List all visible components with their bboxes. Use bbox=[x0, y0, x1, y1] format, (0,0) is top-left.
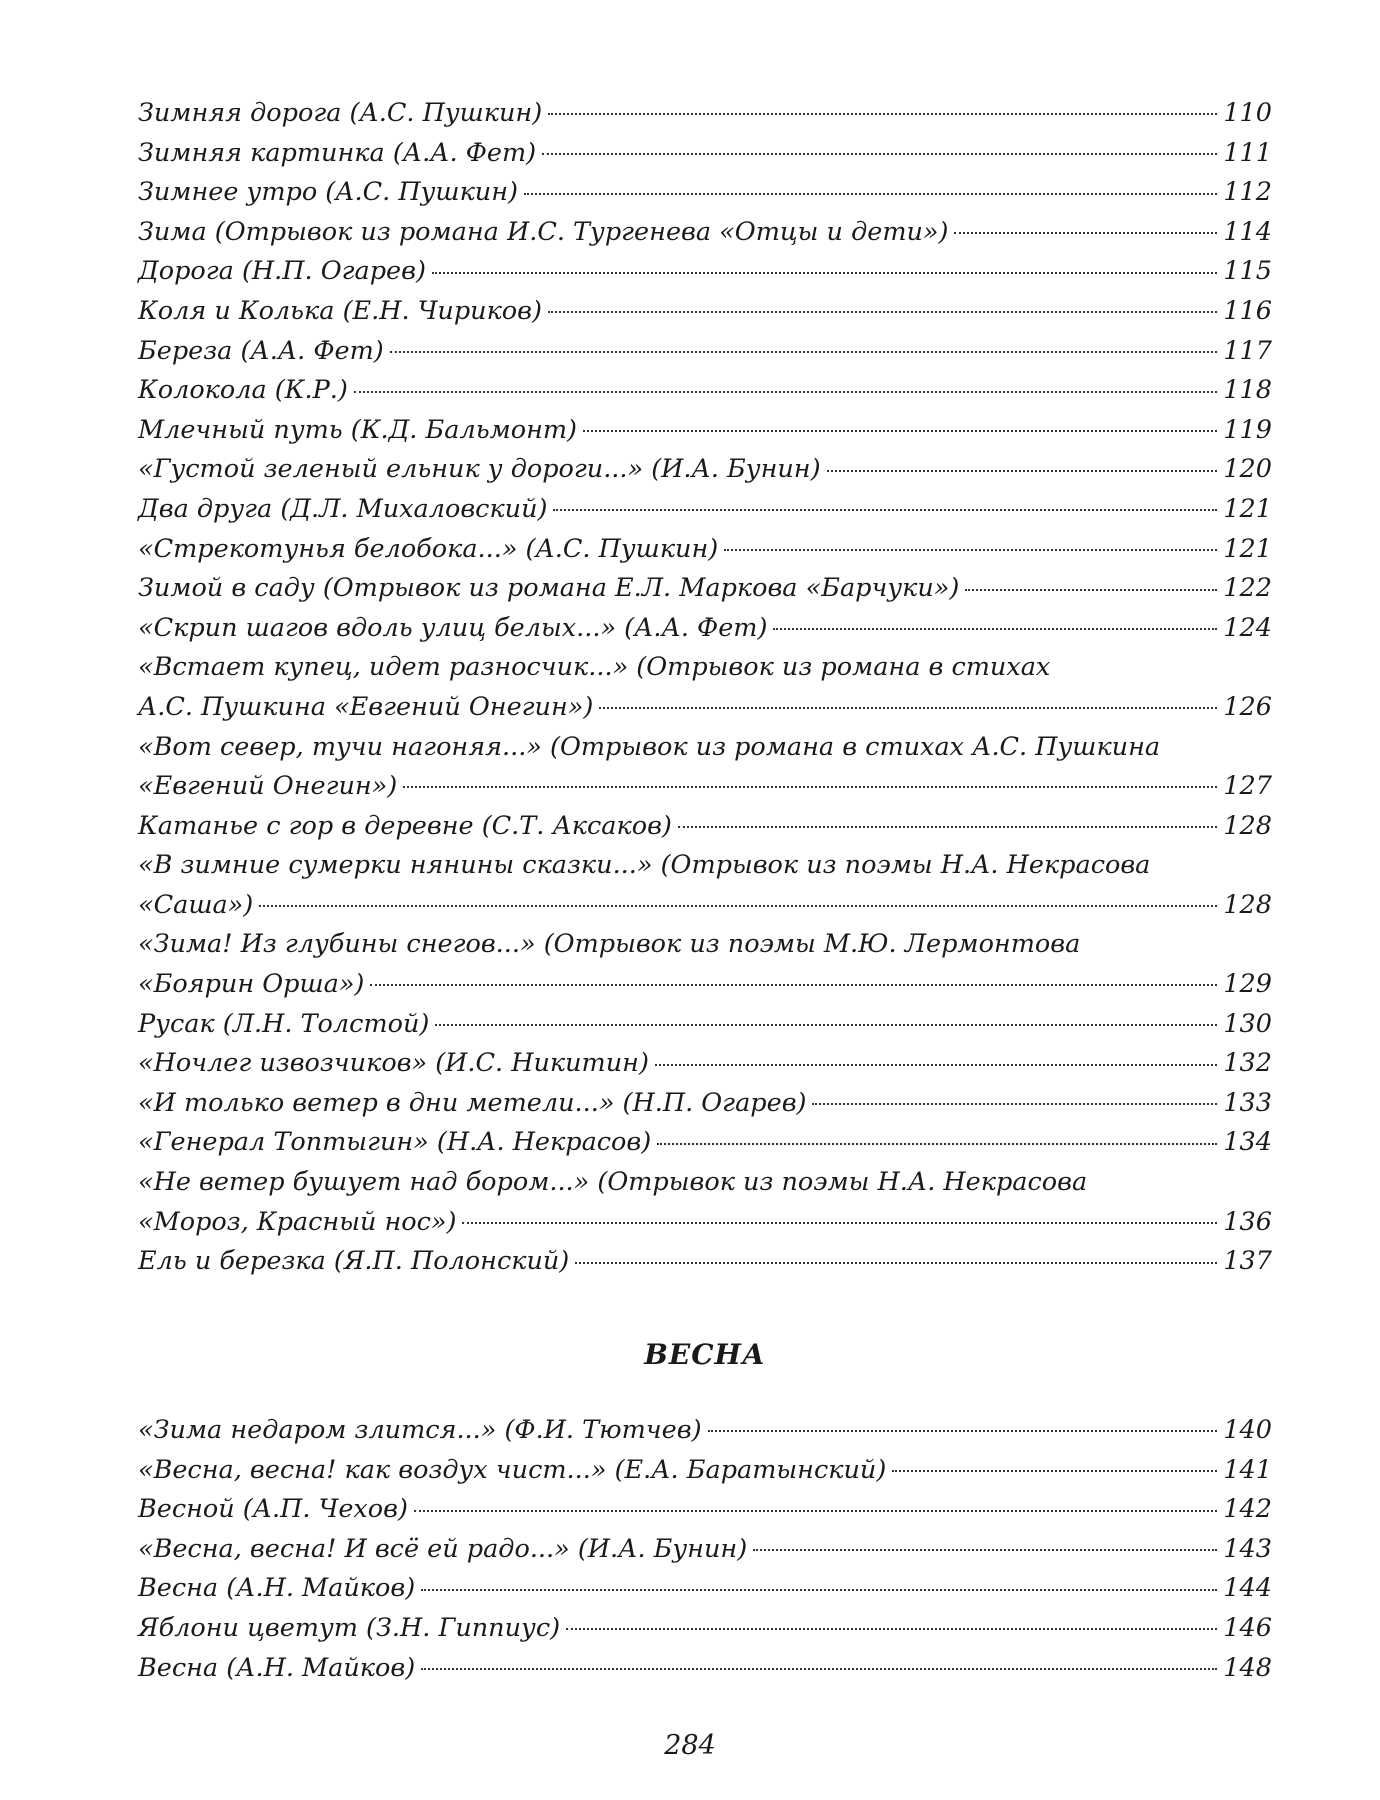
toc-entry bbox=[138, 490, 1272, 530]
toc-entry-page-number: 117 bbox=[1223, 335, 1272, 366]
dot-leader bbox=[553, 491, 1217, 517]
toc-entry-page-number: 130 bbox=[1223, 1008, 1272, 1039]
toc-entry-page-number: 129 bbox=[1223, 969, 1272, 1000]
toc-entry-page-number: 124 bbox=[1223, 612, 1272, 643]
toc-entry bbox=[138, 609, 1272, 649]
toc-entry-title: «Генерал Топтыгин» (Н.А. Некрасов) bbox=[138, 1127, 652, 1158]
dot-leader bbox=[954, 214, 1217, 240]
toc-entry-page-number: 114 bbox=[1223, 216, 1272, 247]
toc-entry bbox=[138, 1084, 1272, 1124]
toc-entry-title: «Зима недаром злится...» (Ф.И. Тютчев) bbox=[138, 1415, 702, 1445]
dot-leader bbox=[965, 571, 1217, 597]
toc-entry bbox=[138, 371, 1272, 411]
dot-leader bbox=[583, 412, 1217, 438]
toc-entry bbox=[138, 846, 1272, 925]
toc-entry-row bbox=[138, 490, 1272, 530]
dot-leader bbox=[657, 1125, 1217, 1151]
dot-leader bbox=[753, 1531, 1217, 1557]
toc-entry-page-number: 116 bbox=[1223, 295, 1272, 326]
toc-entry-row bbox=[138, 1123, 1272, 1163]
toc-entry-title: Катанье с гор в деревне (С.Т. Аксаков) bbox=[138, 810, 672, 841]
toc-entry-page-number: 115 bbox=[1223, 256, 1272, 287]
toc-list bbox=[138, 94, 1272, 1282]
dot-leader bbox=[548, 96, 1217, 122]
toc-entry-page-number: 148 bbox=[1223, 1652, 1272, 1683]
toc-entry-title: «Весна, весна! И всё ей радо...» (И.А. Бунин) bbox=[138, 1533, 748, 1564]
toc-entry-title: Дорога (Н.П. Огарев) bbox=[138, 256, 426, 287]
toc-entry-title-line: «Встает купец, идет разносчик...» (Отрывок из романа в стихах bbox=[138, 652, 1051, 683]
toc-entry-title: «И только ветер в дни метели...» (Н.П. Огарев) bbox=[138, 1087, 807, 1118]
toc-entry bbox=[138, 213, 1272, 253]
toc-entry bbox=[138, 1530, 1272, 1570]
toc-entry-row bbox=[138, 1005, 1272, 1045]
dot-leader bbox=[678, 808, 1217, 834]
dot-leader bbox=[403, 769, 1217, 795]
dot-leader bbox=[370, 967, 1217, 993]
toc-entry-title-line: «Не ветер бушует над бором...» (Отрывок из поэмы Н.А. Некрасова bbox=[138, 1167, 1088, 1198]
toc-entry-page-number: 132 bbox=[1223, 1048, 1272, 1079]
toc-entry bbox=[138, 134, 1272, 174]
toc-entry-page-number: 146 bbox=[1223, 1612, 1272, 1643]
toc-entry-row bbox=[138, 252, 1272, 292]
toc-entry-title: «Мороз, Красный нос») bbox=[138, 1206, 457, 1237]
toc-entry-row bbox=[138, 173, 1272, 213]
toc-entry-row bbox=[138, 530, 1272, 570]
toc-entry bbox=[138, 332, 1272, 372]
dot-leader bbox=[354, 373, 1218, 399]
dot-leader bbox=[655, 1046, 1217, 1072]
toc-entry-row bbox=[138, 411, 1272, 451]
toc-entry-page-number: 118 bbox=[1223, 375, 1272, 406]
toc-entry-page-number: 111 bbox=[1223, 137, 1272, 168]
toc-entry-row bbox=[138, 1411, 1272, 1451]
toc-entry-title: Ель и березка (Я.П. Полонский) bbox=[138, 1246, 570, 1277]
toc-entry-title: «Густой зеленый ельник у дороги...» (И.А. Бунин) bbox=[138, 454, 821, 485]
dot-leader bbox=[524, 175, 1217, 201]
toc-entry-page-number: 121 bbox=[1223, 533, 1272, 564]
toc-entry-page-number: 137 bbox=[1223, 1246, 1272, 1277]
toc-entry-row bbox=[138, 1242, 1272, 1282]
toc-entry bbox=[138, 728, 1272, 807]
dot-leader bbox=[773, 610, 1217, 636]
toc-entry-row bbox=[138, 1569, 1272, 1609]
dot-leader bbox=[435, 1006, 1217, 1032]
toc-entry-row bbox=[138, 1649, 1272, 1689]
dot-leader bbox=[575, 1244, 1217, 1270]
toc-entry-page-number: 120 bbox=[1223, 454, 1272, 485]
toc-entry-page-number: 143 bbox=[1223, 1533, 1272, 1564]
toc-entry-page-number: 140 bbox=[1223, 1415, 1272, 1445]
toc-entry-title-line: «В зимние сумерки нянины сказки...» (Отрывок из поэмы Н.А. Некрасова bbox=[138, 850, 1151, 881]
toc-list bbox=[138, 1411, 1272, 1688]
toc-entry-title: Зима (Отрывок из романа И.С. Тургенева «Отцы и дети») bbox=[138, 216, 949, 247]
toc-entry-row bbox=[138, 569, 1272, 609]
toc-entry-title: Зимнее утро (А.С. Пушкин) bbox=[138, 177, 518, 208]
toc-entry-page-number: 136 bbox=[1223, 1206, 1272, 1237]
toc-entry-title: Береза (А.А. Фет) bbox=[138, 335, 384, 366]
toc-section-winter bbox=[138, 94, 1272, 1282]
toc-entry bbox=[138, 648, 1272, 727]
toc-entry-title: «Стрекотунья белобока...» (А.С. Пушкин) bbox=[138, 533, 719, 564]
dot-leader bbox=[432, 254, 1217, 280]
toc-entry-row bbox=[138, 371, 1272, 411]
dot-leader bbox=[599, 689, 1217, 715]
dot-leader bbox=[827, 452, 1218, 478]
toc-entry-row bbox=[138, 609, 1272, 649]
toc-entry-title: Весной (А.П. Чехов) bbox=[138, 1494, 408, 1525]
toc-entry-title: «Ночлег извозчиков» (И.С. Никитин) bbox=[138, 1048, 649, 1079]
toc-entry-title: Русак (Л.Н. Толстой) bbox=[138, 1008, 430, 1039]
dot-leader bbox=[708, 1413, 1218, 1439]
toc-entry-title: Яблони цветут (З.Н. Гиппиус) bbox=[138, 1612, 561, 1643]
toc-entry bbox=[138, 1609, 1272, 1649]
toc-entry-row bbox=[138, 94, 1272, 134]
toc-entry-title: Зимняя картинка (А.А. Фет) bbox=[138, 137, 537, 168]
toc-entry-page-number: 110 bbox=[1223, 98, 1272, 128]
toc-entry-title: Весна (А.Н. Майков) bbox=[138, 1573, 416, 1604]
toc-entry-title: «Саша») bbox=[138, 889, 254, 920]
toc-entry-title: А.С. Пушкина «Евгений Онегин») bbox=[138, 691, 594, 722]
toc-entry-row bbox=[138, 767, 1272, 807]
toc-entry-row bbox=[138, 332, 1272, 372]
toc-entry-title: Зимой в саду (Отрывок из романа Е.Л. Маркова «Барчуки») bbox=[138, 573, 960, 604]
toc-entry-page-number: 119 bbox=[1223, 414, 1272, 445]
toc-entry-page-number: 121 bbox=[1223, 493, 1272, 524]
toc-entry bbox=[138, 1044, 1272, 1084]
toc-entry-title: «Весна, весна! как воздух чист...» (Е.А. Баратынский) bbox=[138, 1454, 887, 1485]
dot-leader bbox=[812, 1085, 1217, 1111]
toc-entry-title: Зимняя дорога (А.С. Пушкин) bbox=[138, 98, 543, 128]
toc-entry bbox=[138, 292, 1272, 332]
dot-leader bbox=[542, 135, 1217, 161]
toc-entry-page-number: 127 bbox=[1223, 771, 1272, 802]
toc-entry-title-line: «Вот север, тучи нагоняя...» (Отрывок из романа в стихах А.С. Пушкина bbox=[138, 731, 1161, 762]
toc-entry-title: Весна (А.Н. Майков) bbox=[138, 1652, 416, 1683]
toc-entry-row bbox=[138, 213, 1272, 253]
toc-section-spring bbox=[138, 1411, 1272, 1688]
toc-entry bbox=[138, 450, 1272, 490]
toc-entry bbox=[138, 1451, 1272, 1491]
toc-entry-row bbox=[138, 1451, 1272, 1491]
toc-entry bbox=[138, 807, 1272, 847]
toc-entry-row bbox=[138, 688, 1272, 728]
toc-entry-title: «Скрип шагов вдоль улиц белых...» (А.А. Фет) bbox=[138, 612, 768, 643]
toc-entry-row bbox=[138, 886, 1272, 926]
toc-entry-row bbox=[138, 1084, 1272, 1124]
dot-leader bbox=[724, 531, 1217, 557]
toc-entry-title: «Боярин Орша») bbox=[138, 969, 365, 1000]
toc-entry-title: Два друга (Д.Л. Михаловский) bbox=[138, 493, 548, 524]
toc-entry bbox=[138, 530, 1272, 570]
dot-leader bbox=[390, 333, 1218, 359]
toc-entry-row bbox=[138, 1609, 1272, 1649]
toc-entry-row bbox=[138, 1490, 1272, 1530]
toc-entry bbox=[138, 252, 1272, 292]
dot-leader bbox=[892, 1452, 1217, 1478]
dot-leader bbox=[566, 1610, 1217, 1636]
toc-entry bbox=[138, 569, 1272, 609]
toc-entry bbox=[138, 1569, 1272, 1609]
toc-entry bbox=[138, 1163, 1272, 1242]
dot-leader bbox=[548, 293, 1217, 319]
toc-entry bbox=[138, 1242, 1272, 1282]
toc-entry-page-number: 122 bbox=[1223, 573, 1272, 604]
toc-entry-row bbox=[138, 965, 1272, 1005]
toc-entry-page-number: 133 bbox=[1223, 1087, 1272, 1118]
section-heading-spring: ВЕСНА bbox=[644, 1338, 766, 1371]
toc-entry-title: Млечный путь (К.Д. Бальмонт) bbox=[138, 414, 577, 445]
toc-entry-row bbox=[138, 292, 1272, 332]
toc-entry bbox=[138, 173, 1272, 213]
page-number: 284 bbox=[664, 1730, 716, 1761]
toc-entry-page-number: 112 bbox=[1223, 177, 1272, 208]
dot-leader bbox=[421, 1571, 1217, 1597]
toc-entry-row bbox=[138, 1530, 1272, 1570]
toc-entry-page-number: 128 bbox=[1223, 889, 1272, 920]
dot-leader bbox=[421, 1650, 1217, 1676]
toc-entry bbox=[138, 1123, 1272, 1163]
dot-leader bbox=[259, 887, 1217, 913]
toc-entry-page-number: 142 bbox=[1223, 1494, 1272, 1525]
toc-entry-title: Колокола (К.Р.) bbox=[138, 375, 348, 406]
toc-entry bbox=[138, 925, 1272, 1004]
dot-leader bbox=[414, 1492, 1217, 1518]
toc-entry-row bbox=[138, 1203, 1272, 1243]
toc-entry bbox=[138, 1005, 1272, 1045]
toc-entry bbox=[138, 1490, 1272, 1530]
toc-entry-page-number: 126 bbox=[1223, 691, 1272, 722]
toc-entry-title-line: «Зима! Из глубины снегов...» (Отрывок из поэмы М.Ю. Лермонтова bbox=[138, 929, 1081, 960]
toc-entry-page-number: 144 bbox=[1223, 1573, 1272, 1604]
toc-entry-title: Коля и Колька (Е.Н. Чириков) bbox=[138, 295, 542, 326]
toc-entry-row bbox=[138, 450, 1272, 490]
dot-leader bbox=[462, 1204, 1217, 1230]
toc-entry-row bbox=[138, 134, 1272, 174]
toc-entry-page-number: 134 bbox=[1223, 1127, 1272, 1158]
toc-entry-page-number: 141 bbox=[1223, 1454, 1272, 1485]
toc-entry-row bbox=[138, 1044, 1272, 1084]
toc-entry bbox=[138, 1411, 1272, 1451]
toc-entry-page-number: 128 bbox=[1223, 810, 1272, 841]
toc-entry bbox=[138, 411, 1272, 451]
toc-entry bbox=[138, 1649, 1272, 1689]
toc-entry-row bbox=[138, 807, 1272, 847]
toc-entry-title: «Евгений Онегин») bbox=[138, 771, 398, 802]
toc-entry bbox=[138, 94, 1272, 134]
